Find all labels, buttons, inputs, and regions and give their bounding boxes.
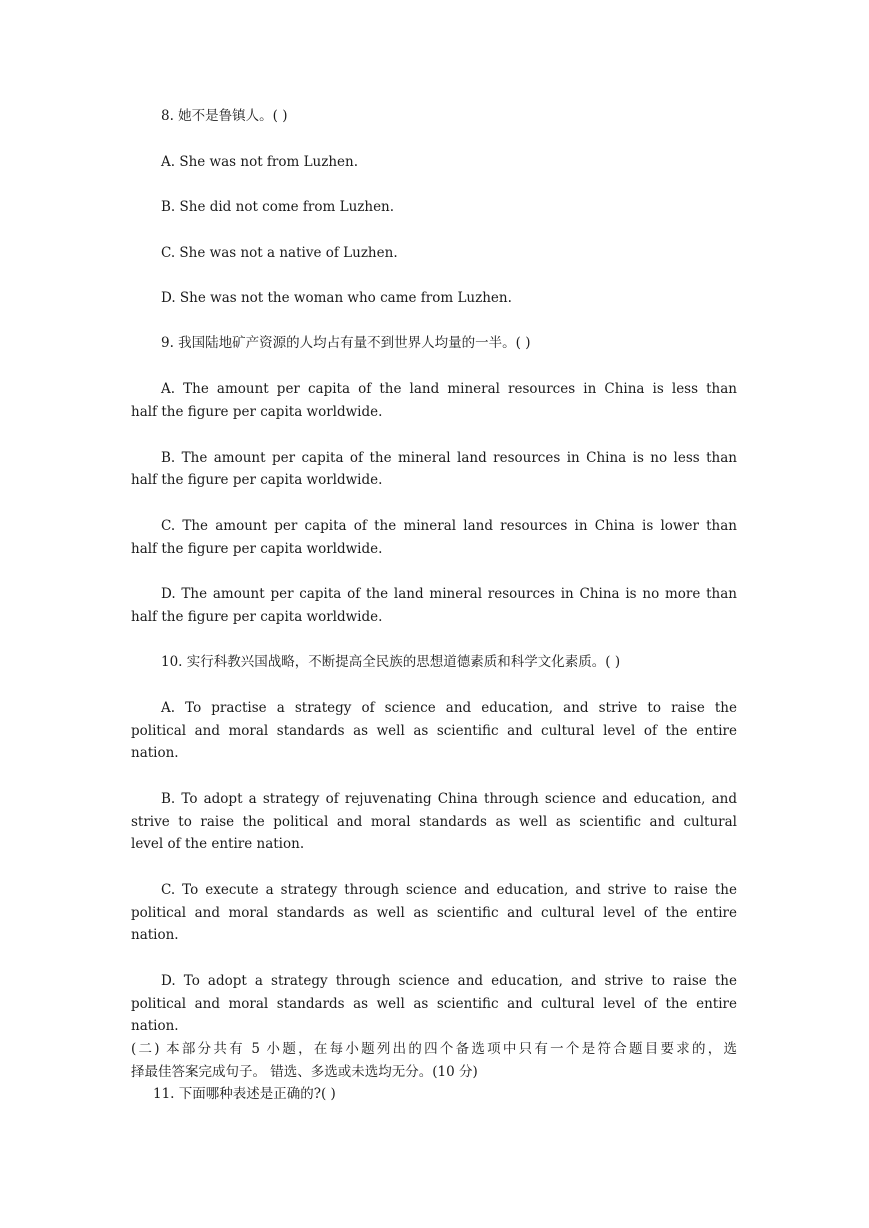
question-9-option-b-line2: half the figure per capita worldwide. bbox=[131, 472, 383, 488]
question-9-option-a-line1: A. The amount per capita of the land mineral resources in China is less than bbox=[161, 381, 737, 397]
question-10-option-d-line3: nation. bbox=[131, 1018, 179, 1034]
question-10-option-a-line1: A. To practise a strategy of science and education, and strive to raise the bbox=[161, 700, 737, 716]
question-10-option-c-line2: political and moral standards as well as scientific and cultural level of the entire bbox=[131, 905, 737, 921]
question-10-option-b-line2: strive to raise the political and moral standards as well as scientific and cultural bbox=[131, 814, 737, 830]
question-9-stem: 9. 我国陆地矿产资源的人均占有量不到世界人均量的一半。( ) bbox=[161, 335, 531, 351]
question-10-option-b-line1: B. To adopt a strategy of rejuvenating China through science and education, and bbox=[161, 791, 737, 807]
question-11-stem: 11. 下面哪种表述是正确的?( ) bbox=[153, 1086, 336, 1102]
question-10-option-d-line2: political and moral standards as well as scientific and cultural level of the entire bbox=[131, 996, 737, 1012]
question-9-option-b-line1: B. The amount per capita of the mineral land resources in China is no less than bbox=[161, 450, 737, 466]
question-8-option-c: C. She was not a native of Luzhen. bbox=[161, 245, 398, 261]
section-2-instructions-line2: 择最佳答案完成句子。 错选、多选或未选均无分。(10 分) bbox=[131, 1064, 478, 1080]
question-8-stem: 8. 她不是鲁镇人。( ) bbox=[161, 108, 288, 124]
question-10-option-d-line1: D. To adopt a strategy through science and education, and strive to raise the bbox=[161, 973, 737, 989]
question-9-option-d-line2: half the figure per capita worldwide. bbox=[131, 609, 383, 625]
section-2-instructions-line1: (二) 本部分共有 5 小题，在每小题列出的四个备选项中只有一个是符合题目要求的，选 bbox=[131, 1041, 737, 1057]
question-9-option-c-line1: C. The amount per capita of the mineral land resources in China is lower than bbox=[161, 518, 737, 534]
question-9-option-c-line2: half the figure per capita worldwide. bbox=[131, 541, 383, 557]
question-10-option-b-line3: level of the entire nation. bbox=[131, 836, 305, 852]
question-8-option-d: D. She was not the woman who came from Luzhen. bbox=[161, 290, 512, 306]
question-10-option-c-line3: nation. bbox=[131, 927, 179, 943]
question-10-option-a-line3: nation. bbox=[131, 745, 179, 761]
question-9-option-a-line2: half the figure per capita worldwide. bbox=[131, 404, 383, 420]
question-10-stem: 10. 实行科教兴国战略，不断提高全民族的思想道德素质和科学文化素质。( ) bbox=[161, 654, 621, 670]
question-10-option-c-line1: C. To execute a strategy through science and education, and strive to raise the bbox=[161, 882, 737, 898]
question-10-option-a-line2: political and moral standards as well as scientific and cultural level of the entire bbox=[131, 723, 737, 739]
question-9-option-d-line1: D. The amount per capita of the land mineral resources in China is no more than bbox=[161, 586, 737, 602]
question-8-option-a: A. She was not from Luzhen. bbox=[161, 154, 359, 170]
question-8-option-b: B. She did not come from Luzhen. bbox=[161, 199, 395, 215]
